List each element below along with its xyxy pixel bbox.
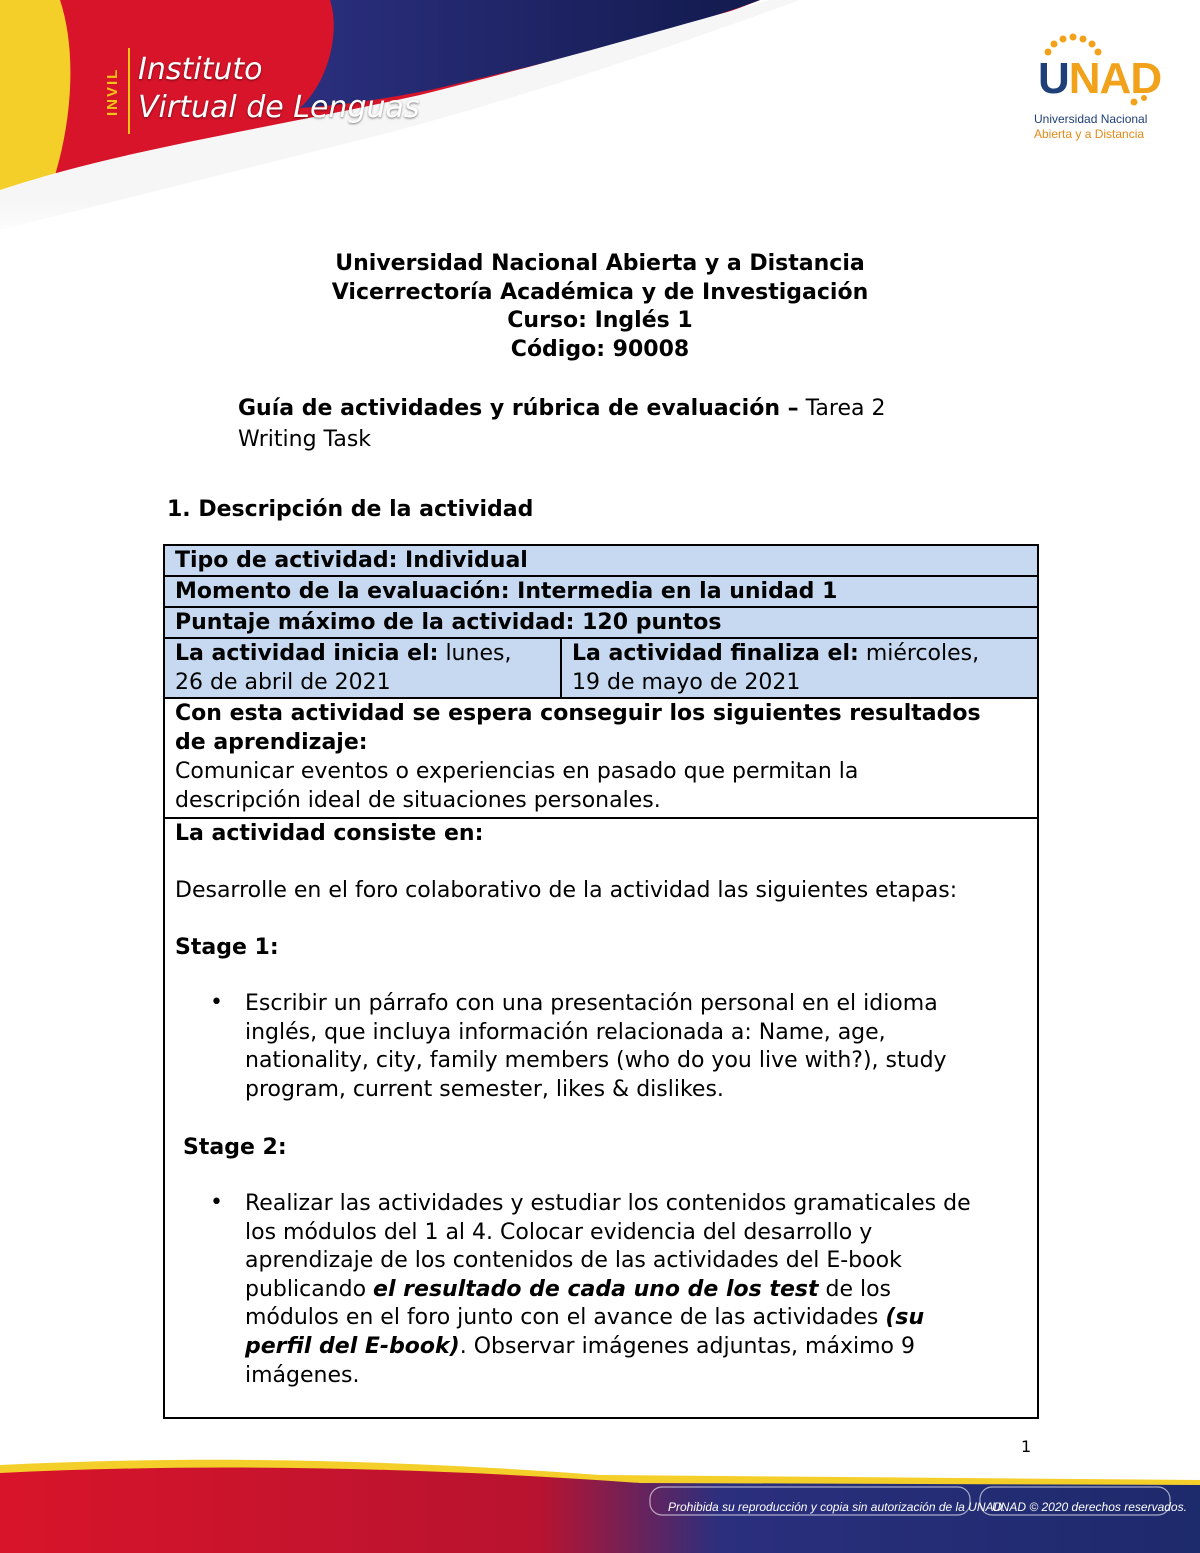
stage-1-line-4: program, current semester, likes & dislikes. [245, 1076, 724, 1102]
footer-copyright-notice: Prohibida su reproducción y copia sin autorización de la UNAD. [668, 1500, 1006, 1514]
title-course: Curso: Inglés 1 [507, 308, 693, 333]
stage-2-line-5 [245, 1304, 1025, 1333]
footer-rights-notice: UNAD © 2020 derechos reservados. [992, 1500, 1187, 1514]
row-max-score: Puntaje máximo de la actividad: 120 puntos [163, 608, 1039, 639]
stage-2-line-2: los módulos del 1 al 4. Colocar evidencia del desarrollo y [245, 1219, 873, 1245]
stage-2-emphasis-perfil: perfil del E-book) [245, 1333, 460, 1359]
end-date-weekday: miércoles, [858, 641, 980, 666]
start-date-label: La actividad inicia el: [175, 641, 439, 666]
stage-2-line-1: Realizar las actividades y estudiar los contenidos gramaticales de [245, 1191, 971, 1216]
row-evaluation-moment: Momento de la evaluación: Intermedia en la unidad 1 [163, 577, 1039, 608]
stage-2-line-7: imágenes. [245, 1362, 360, 1388]
ivl-side-label: INVIL [104, 67, 121, 117]
start-date-value: 26 de abril de 2021 [175, 670, 391, 695]
consists-heading: La actividad consiste en: [175, 821, 484, 846]
stage-1-line-3: nationality, city, family members (who do you live with?), study [245, 1048, 947, 1074]
end-date-value: 19 de mayo de 2021 [572, 670, 801, 695]
start-date-weekday: lunes, [438, 641, 512, 666]
ivl-logo-line1: Instituto [138, 52, 263, 87]
row-activity-type: Tipo de actividad: Individual [163, 544, 1039, 577]
page-number: 1 [1021, 1437, 1032, 1456]
outcomes-text-1: Comunicar eventos o experiencias en pasado que permitan la [175, 759, 859, 784]
end-date-label: La actividad finaliza el: [572, 641, 859, 666]
outcomes-text-2: descripción ideal de situaciones personales. [175, 788, 661, 813]
stage-1-bullet: • [210, 990, 223, 1015]
ivl-divider [128, 48, 130, 134]
end-date-cell [562, 639, 1037, 697]
stage-1-line-2: inglés, que incluya información relacionada a: Name, age, [245, 1019, 886, 1045]
section-title: 1. Descripción de la actividad [167, 497, 534, 522]
stage-1-text [245, 990, 1025, 1104]
stage-2-line-3: aprendizaje de los contenidos de las actividades del E-book [245, 1248, 902, 1274]
stage-1-heading: Stage 1: [175, 935, 279, 960]
title-code: Código: 90008 [510, 336, 690, 362]
guide-title-task: Tarea 2 [798, 396, 886, 421]
guide-title [238, 393, 885, 455]
start-date-cell [165, 639, 562, 697]
title-university: Universidad Nacional Abierta y a Distancia [335, 251, 865, 276]
activity-description-table [163, 544, 1039, 1419]
unad-logo-nad: NAD [1068, 54, 1162, 103]
stage-2-line-6 [245, 1333, 1025, 1362]
stage-2-line-4a: publicando [245, 1276, 374, 1302]
document-title-block [0, 250, 1200, 364]
stage-2-emphasis-su: (su [885, 1305, 925, 1331]
row-activity-consists [163, 819, 1039, 1419]
stage-2-line-4c: de los [818, 1276, 892, 1302]
guide-title-writing: Writing Task [238, 427, 372, 452]
row-dates [163, 639, 1039, 699]
unad-logo-subtitle-2: Abierta y a Distancia [1034, 127, 1145, 141]
stage-2-heading: Stage 2: [183, 1135, 287, 1160]
outcomes-heading-1: Con esta actividad se espera conseguir los siguientes resultados [175, 701, 981, 726]
ivl-logo-line2: Virtual de Lenguas [138, 90, 420, 125]
unad-logo-subtitle-1: Universidad Nacional [1034, 112, 1148, 126]
title-vicerrectoria: Vicerrectoría Académica y de Investigación [331, 279, 869, 305]
stage-2-emphasis-test: el resultado de cada uno de los test [373, 1276, 819, 1302]
unad-logo-wordmark [1038, 54, 1161, 104]
stage-1-line-1: Escribir un párrafo con una presentación personal en el idioma [245, 991, 938, 1016]
outcomes-heading-2: de aprendizaje: [175, 730, 368, 755]
stage-2-line-6b: . Observar imágenes adjuntas, máximo 9 [459, 1333, 915, 1359]
stage-2-bullet: • [210, 1190, 223, 1215]
unad-logo-u: U [1038, 54, 1069, 103]
stage-2-text [245, 1190, 1025, 1390]
stage-2-line-4 [245, 1276, 1025, 1305]
intro-text: Desarrolle en el foro colaborativo de la actividad las siguientes etapas: [175, 878, 958, 903]
guide-title-bold: Guía de actividades y rúbrica de evaluación – [238, 396, 799, 421]
stage-2-line-5a: módulos en el foro junto con el avance de las actividades [245, 1305, 886, 1331]
row-learning-outcomes [163, 699, 1039, 819]
